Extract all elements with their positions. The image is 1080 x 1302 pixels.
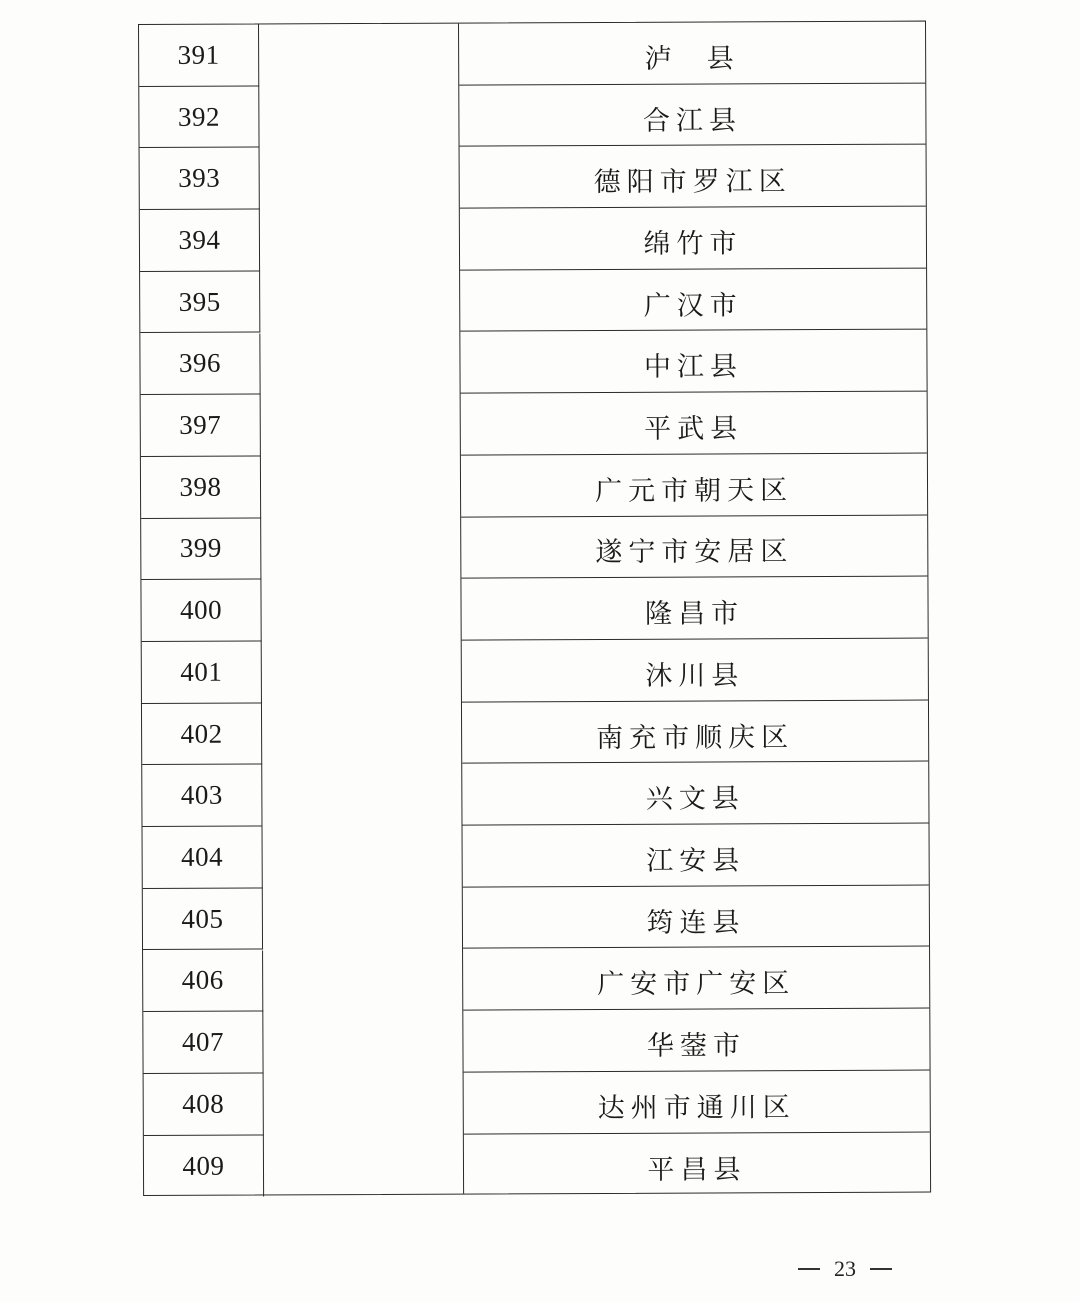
dash-left bbox=[798, 1268, 820, 1270]
row-number: 401 bbox=[142, 641, 262, 703]
row-number: 404 bbox=[143, 827, 263, 889]
row-number: 395 bbox=[140, 271, 260, 333]
row-number: 398 bbox=[141, 456, 261, 518]
row-number: 407 bbox=[143, 1012, 263, 1074]
county-name: 兴文县 bbox=[462, 762, 928, 826]
table-row bbox=[139, 22, 925, 87]
table-row bbox=[141, 515, 927, 580]
county-name: 合江县 bbox=[459, 83, 925, 147]
table-row bbox=[142, 639, 928, 704]
county-name: 华蓥市 bbox=[463, 1009, 929, 1073]
county-name: 隆昌市 bbox=[461, 577, 927, 641]
table-row bbox=[141, 392, 927, 457]
county-name: 达州市通川区 bbox=[464, 1070, 930, 1134]
row-number: 400 bbox=[141, 580, 261, 642]
table-row bbox=[140, 330, 926, 395]
table-row bbox=[142, 700, 928, 765]
table-row bbox=[143, 1009, 929, 1074]
county-name: 广汉市 bbox=[460, 268, 926, 332]
page-number: 23 bbox=[834, 1256, 856, 1281]
county-name: 筠连县 bbox=[463, 885, 929, 949]
county-name: 绵竹市 bbox=[460, 207, 926, 271]
row-number: 408 bbox=[144, 1073, 264, 1135]
table-row bbox=[142, 762, 928, 827]
table-row bbox=[143, 947, 929, 1012]
table-row bbox=[144, 1070, 930, 1135]
table-row bbox=[143, 885, 929, 950]
county-name: 泸 县 bbox=[459, 22, 925, 86]
table-row bbox=[143, 824, 929, 889]
county-name: 江安县 bbox=[463, 824, 929, 888]
county-table bbox=[138, 21, 931, 1196]
row-number: 399 bbox=[141, 518, 261, 580]
county-name: 平昌县 bbox=[647, 1154, 747, 1186]
row-number: 403 bbox=[142, 765, 262, 827]
county-name: 中江县 bbox=[460, 330, 926, 394]
row-number: 402 bbox=[142, 703, 262, 765]
row-number: 397 bbox=[141, 395, 261, 457]
row-number: 406 bbox=[143, 950, 263, 1012]
table-row bbox=[140, 207, 926, 272]
table-row bbox=[140, 145, 926, 210]
table-row bbox=[139, 83, 925, 148]
page-footer bbox=[780, 1254, 910, 1284]
county-name: 德阳市罗江区 bbox=[460, 145, 926, 209]
table-row bbox=[140, 268, 926, 333]
row-number: 393 bbox=[140, 148, 260, 210]
row-number: 391 bbox=[139, 24, 259, 86]
row-number: 405 bbox=[143, 888, 263, 950]
county-name: 广元市朝天区 bbox=[461, 453, 927, 517]
row-number: 392 bbox=[139, 86, 259, 148]
row-number: 409 bbox=[144, 1135, 264, 1197]
row-number: 394 bbox=[140, 210, 260, 272]
county-name: 遂宁市安居区 bbox=[461, 515, 927, 579]
dash-right bbox=[870, 1268, 892, 1270]
table-row bbox=[141, 453, 927, 518]
county-name: 广安市广安区 bbox=[463, 947, 929, 1011]
row-number: 396 bbox=[140, 333, 260, 395]
county-name: 南充市顺庆区 bbox=[462, 700, 928, 764]
county-name: 平武县 bbox=[461, 392, 927, 456]
table-row bbox=[141, 577, 927, 642]
county-name: 沐川县 bbox=[462, 639, 928, 703]
table-row bbox=[144, 1132, 930, 1197]
